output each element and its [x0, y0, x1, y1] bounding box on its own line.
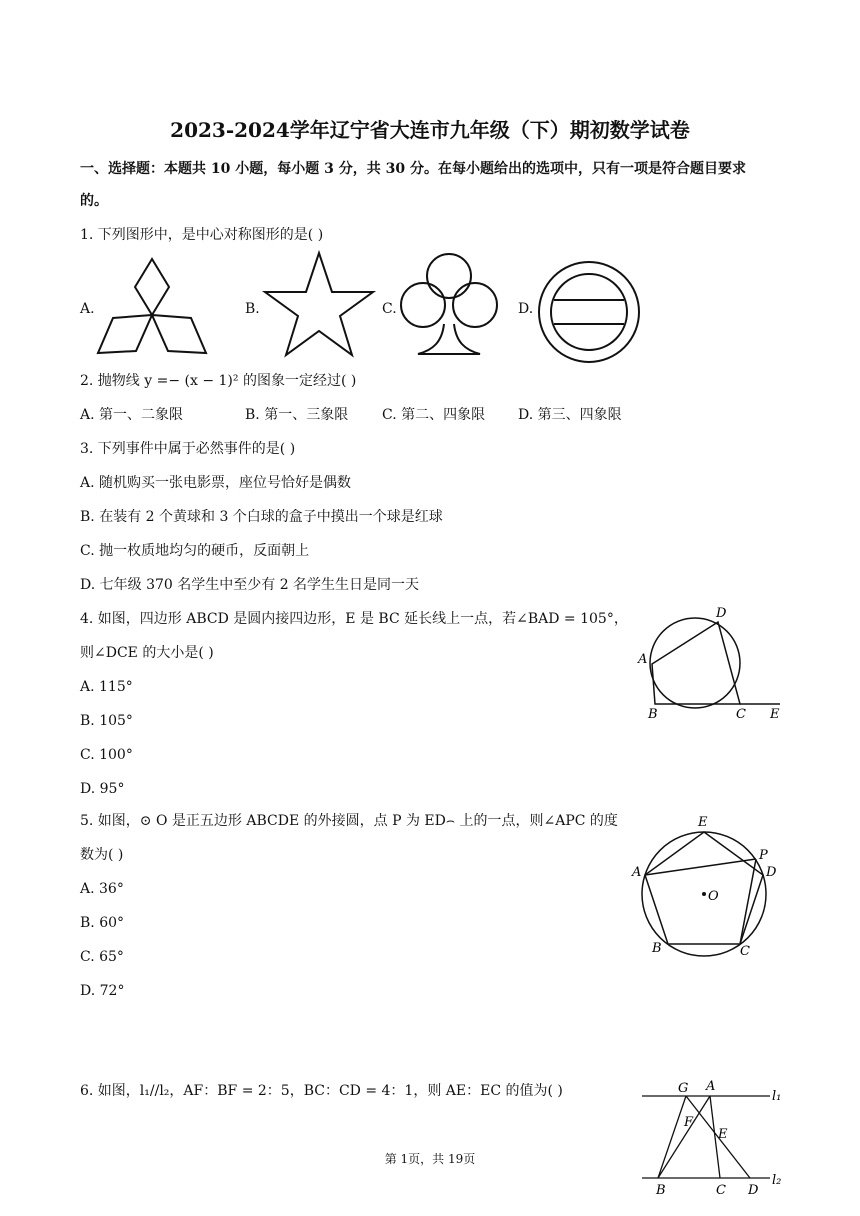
q6-label-a: A [706, 1079, 716, 1094]
q5-pentagon-circle-diagram [628, 812, 788, 958]
q2-option-c: C. 第二、四象限 [382, 407, 486, 423]
q2-option-d: D. 第三、四象限 [518, 407, 622, 423]
q1-option-c: C. [382, 301, 397, 317]
q6-label-l1: l₁ [772, 1089, 782, 1104]
q4-label-b: B [648, 707, 658, 722]
q2-option-b: B. 第一、三象限 [245, 407, 349, 423]
q6-label-l2: l₂ [772, 1173, 782, 1188]
q4-option-a: A. 115° [80, 679, 133, 695]
q1-option-a: A. [80, 301, 95, 317]
page-title: 2023-2024学年辽宁省大连市九年级（下）期初数学试卷 [170, 118, 690, 142]
q3-option-a: A. 随机购买一张电影票，座位号恰好是偶数 [80, 475, 352, 491]
q6-label-f: F [684, 1115, 694, 1130]
q4-option-d: D. 95° [80, 781, 125, 797]
q3-stem: 3. 下列事件中属于必然事件的是( ) [80, 441, 296, 457]
circle-band-figure [536, 260, 642, 364]
q2-stem: 2. 抛物线 y =− (x − 1)² 的图象一定经过( ) [80, 373, 357, 389]
q6-stem: 6. 如图，l₁//l₂，AF：BF = 2：5，BC：CD = 4：1，则 AE：EC 的值为( ) [80, 1083, 563, 1099]
q1-option-b: B. [245, 301, 260, 317]
q4-cyclic-quadrilateral-diagram [632, 604, 782, 728]
q1-option-d: D. [518, 301, 534, 317]
q6-label-g: G [678, 1081, 689, 1096]
q5-label-a: A [632, 865, 642, 880]
q4-option-b: B. 105° [80, 713, 133, 729]
q5-label-e: E [698, 815, 708, 830]
q5-option-d: D. 72° [80, 983, 125, 999]
q5-label-o: O [708, 889, 719, 904]
q3-option-d: D. 七年级 370 名学生中至少有 2 名学生生日是同一天 [80, 577, 420, 593]
q5-option-a: A. 36° [80, 881, 124, 897]
q4-stem-line1: 4. 如图，四边形 ABCD 是圆内接四边形，E 是 BC 延长线上一点，若∠BAD = 105°， [80, 611, 628, 627]
q4-stem-line2: 则∠DCE 的大小是( ) [80, 645, 214, 661]
section-heading-line2: 的。 [80, 193, 108, 209]
q4-label-d: D [716, 606, 727, 621]
page-footer: 第 1页，共 19页 [384, 1152, 476, 1166]
q5-label-b: B [652, 941, 662, 956]
q6-label-d: D [748, 1183, 759, 1198]
q5-option-b: B. 60° [80, 915, 125, 931]
q5-option-c: C. 65° [80, 949, 124, 965]
q4-label-a: A [638, 652, 648, 667]
q6-label-b: B [656, 1183, 666, 1198]
q5-label-c: C [740, 944, 750, 959]
q6-label-e: E [718, 1127, 728, 1142]
club-figure [398, 250, 500, 360]
q4-option-c: C. 100° [80, 747, 133, 763]
q4-label-c: C [736, 707, 746, 722]
q5-stem-line1: 5. 如图，⊙ O 是正五边形 ABCDE 的外接圆，点 P 为 ED⌢ 上的一点，则∠APC 的度 [80, 813, 618, 829]
star-figure [262, 250, 376, 358]
q5-label-p: P [759, 848, 768, 863]
q3-option-b: B. 在装有 2 个黄球和 3 个白球的盒子中摸出一个球是红球 [80, 509, 443, 525]
q4-label-e: E [770, 707, 780, 722]
q5-stem-line2: 数为( ) [80, 847, 124, 863]
diamond-trefoil-figure [96, 255, 208, 357]
q6-parallel-lines-diagram [640, 1076, 786, 1198]
section-heading-line1: 一、选择题：本题共 10 小题，每小题 3 分，共 30 分。在每小题给出的选项中，只有一项是符合题目要求 [80, 161, 746, 177]
q2-option-a: A. 第一、二象限 [80, 407, 184, 423]
q5-label-d: D [766, 865, 777, 880]
q3-option-c: C. 抛一枚质地均匀的硬币，反面朝上 [80, 543, 310, 559]
q1-stem: 1. 下列图形中，是中心对称图形的是( ) [80, 227, 324, 243]
q6-label-c: C [716, 1183, 726, 1198]
